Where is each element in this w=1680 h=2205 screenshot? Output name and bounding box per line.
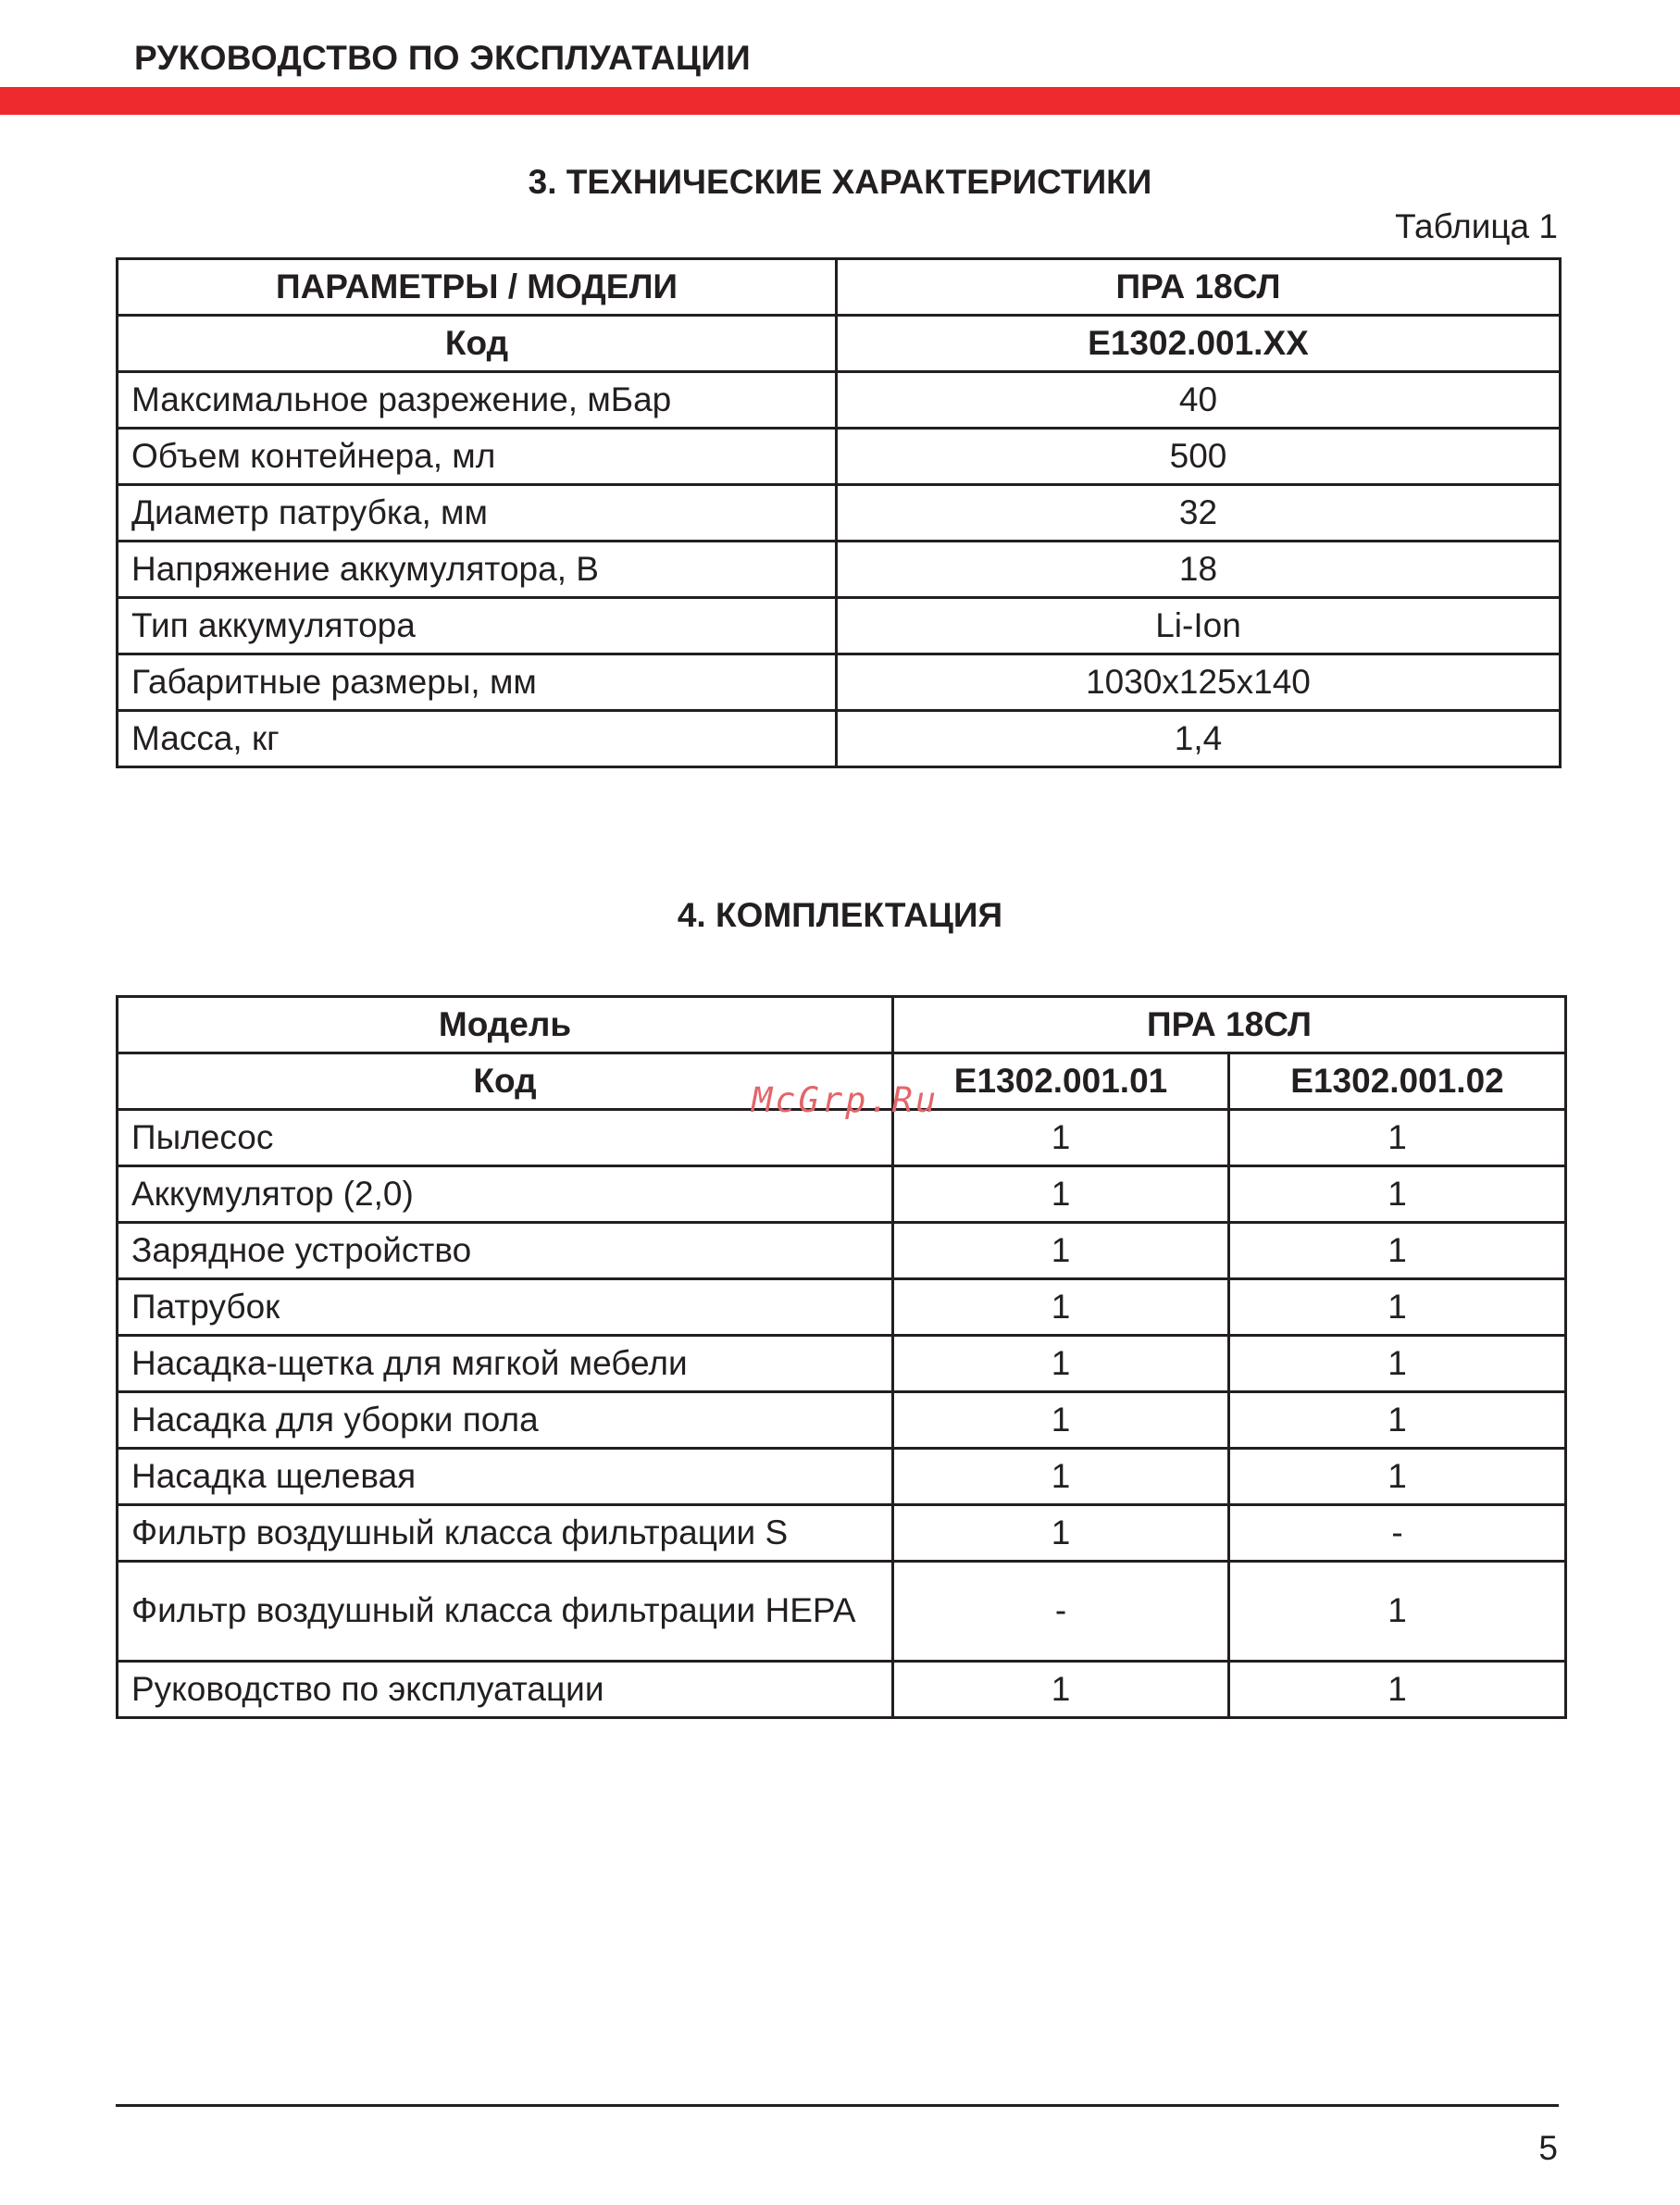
item-qty: 1: [1229, 1662, 1566, 1718]
table-row: [118, 711, 1561, 767]
model-name: ПРА 18СЛ: [893, 997, 1566, 1053]
item-qty: 1: [893, 1166, 1229, 1223]
item-name: Фильтр воздушный класса фильтрации HEPA: [118, 1562, 893, 1662]
item-qty: 1: [1229, 1562, 1566, 1662]
document-header-title: РУКОВОДСТВО ПО ЭКСПЛУАТАЦИИ: [134, 39, 752, 77]
table-row: [118, 1392, 1566, 1449]
param-name: Максимальное разрежение, мБар: [118, 372, 837, 429]
code-value: E1302.001.01: [893, 1053, 1229, 1110]
code-label: Код: [118, 1053, 893, 1110]
param-value: Li-Ion: [837, 598, 1561, 654]
code-label: Код: [118, 316, 837, 372]
param-name: Масса, кг: [118, 711, 837, 767]
param-value: 40: [837, 372, 1561, 429]
item-name: Фильтр воздушный класса фильтрации S: [118, 1505, 893, 1562]
item-qty: 1: [893, 1336, 1229, 1392]
item-qty: 1: [1229, 1166, 1566, 1223]
code-value: E1302.001.XX: [837, 316, 1561, 372]
page-number: 5: [1538, 2129, 1558, 2167]
param-value: 18: [837, 542, 1561, 598]
item-qty: 1: [893, 1449, 1229, 1505]
table-row: [118, 542, 1561, 598]
column-header-parameters: ПАРАМЕТРЫ / МОДЕЛИ: [118, 259, 837, 316]
table-row: [118, 1166, 1566, 1223]
table-row: [118, 1662, 1566, 1718]
table-row: [118, 1562, 1566, 1662]
table-row: [118, 1223, 1566, 1279]
item-qty: 1: [1229, 1449, 1566, 1505]
model-label: Модель: [118, 997, 893, 1053]
specs-section-title: 3. ТЕХНИЧЕСКИЕ ХАРАКТЕРИСТИКИ: [528, 163, 1152, 201]
table-row: [118, 654, 1561, 711]
table-row: [118, 598, 1561, 654]
param-name: Диаметр патрубка, мм: [118, 485, 837, 542]
item-name: Насадка для уборки пола: [118, 1392, 893, 1449]
item-qty: 1: [893, 1392, 1229, 1449]
param-name: Объем контейнера, мл: [118, 429, 837, 485]
item-qty: 1: [1229, 1392, 1566, 1449]
item-name: Насадка щелевая: [118, 1449, 893, 1505]
specs-table: [116, 257, 1562, 768]
item-qty: 1: [1229, 1279, 1566, 1336]
item-name: Зарядное устройство: [118, 1223, 893, 1279]
item-qty: 1: [893, 1662, 1229, 1718]
code-value: E1302.001.02: [1229, 1053, 1566, 1110]
table-row: [118, 1449, 1566, 1505]
footer-divider: [116, 2104, 1559, 2107]
item-qty: -: [1229, 1505, 1566, 1562]
item-qty: -: [893, 1562, 1229, 1662]
table-code-row: [118, 316, 1561, 372]
item-name: Патрубок: [118, 1279, 893, 1336]
item-qty: 1: [893, 1279, 1229, 1336]
table-caption: Таблица 1: [1395, 207, 1558, 245]
column-header-model: ПРА 18СЛ: [837, 259, 1561, 316]
param-value: 500: [837, 429, 1561, 485]
table-header-row: [118, 997, 1566, 1053]
param-value: 32: [837, 485, 1561, 542]
table-header-row: [118, 259, 1561, 316]
kit-section-title: 4. КОМПЛЕКТАЦИЯ: [677, 896, 1003, 934]
table-row: [118, 372, 1561, 429]
table-row: [118, 1279, 1566, 1336]
item-name: Насадка-щетка для мягкой мебели: [118, 1336, 893, 1392]
watermark: McGrp.Ru: [752, 1080, 940, 1120]
item-qty: 1: [893, 1505, 1229, 1562]
item-name: Аккумулятор (2,0): [118, 1166, 893, 1223]
item-qty: 1: [1229, 1110, 1566, 1166]
param-name: Тип аккумулятора: [118, 598, 837, 654]
item-qty: 1: [1229, 1336, 1566, 1392]
item-qty: 1: [893, 1223, 1229, 1279]
item-name: Пылесос: [118, 1110, 893, 1166]
item-qty: 1: [893, 1110, 1229, 1166]
param-value: 1,4: [837, 711, 1561, 767]
param-name: Напряжение аккумулятора, В: [118, 542, 837, 598]
header-accent-bar: [0, 87, 1680, 115]
table-row: [118, 429, 1561, 485]
table-row: [118, 1336, 1566, 1392]
item-qty: 1: [1229, 1223, 1566, 1279]
param-value: 1030x125x140: [837, 654, 1561, 711]
param-name: Габаритные размеры, мм: [118, 654, 837, 711]
table-row: [118, 1505, 1566, 1562]
item-name: Руководство по эксплуатации: [118, 1662, 893, 1718]
table-row: [118, 485, 1561, 542]
